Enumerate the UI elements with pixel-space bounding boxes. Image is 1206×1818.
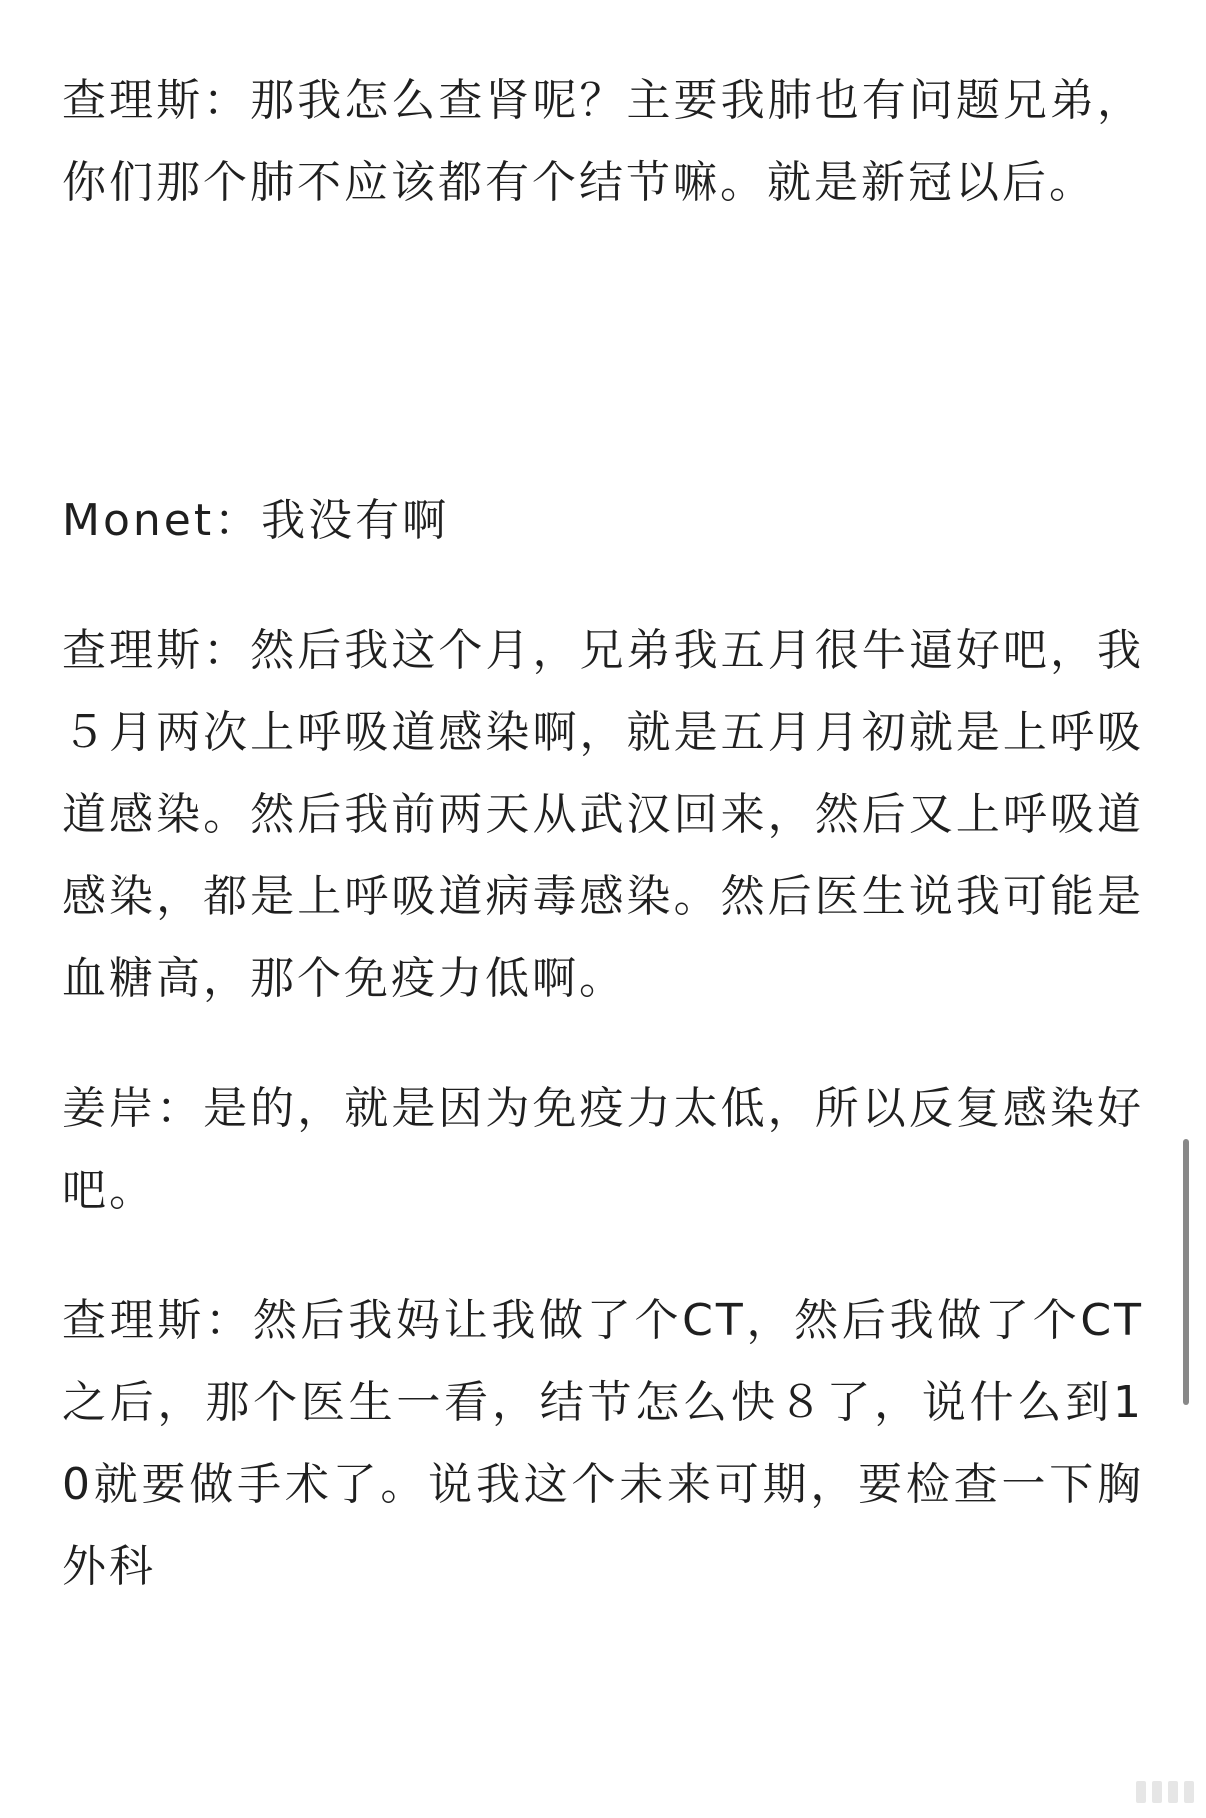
spacer — [62, 562, 1144, 610]
watermark-glyph — [1168, 1781, 1178, 1803]
watermark-logo — [1058, 1777, 1194, 1807]
watermark-glyph — [1184, 1781, 1194, 1803]
transcript-paragraph: Monet：我没有啊 — [62, 495, 450, 546]
transcript-paragraph: 查理斯：那我怎么查肾呢？主要我肺也有问题兄弟，你们那个肺不应该都有个结节嘛。就是新冠以后。 — [62, 75, 1144, 208]
transcript-paragraph: 查理斯：然后我这个月，兄弟我五月很牛逼好吧，我５月两次上呼吸道感染啊，就是五月月初就是上呼吸道感染。然后我前两天从武汉回来，然后又上呼吸道感染，都是上呼吸道病毒感染。然后医生说我可能是血糖高，那个免疫力低啊。 — [62, 625, 1144, 1004]
spacer — [62, 1020, 1144, 1068]
spacer — [62, 1232, 1144, 1280]
watermark-glyph — [1152, 1781, 1162, 1803]
transcript-paragraph: 查理斯：然后我妈让我做了个CT，然后我做了个CT之后，那个医生一看，结节怎么快８了，说什么到10就要做手术了。说我这个未来可期，要检查一下胸外科 — [62, 1295, 1144, 1592]
watermark-glyph — [1136, 1781, 1146, 1803]
transcript-paragraph: 姜岸：是的，就是因为免疫力太低，所以反复感染好吧。 — [62, 1083, 1144, 1216]
chat-transcript — [62, 60, 1144, 1608]
spacer — [62, 224, 1144, 480]
vertical-scrollbar[interactable] — [1183, 1139, 1189, 1405]
